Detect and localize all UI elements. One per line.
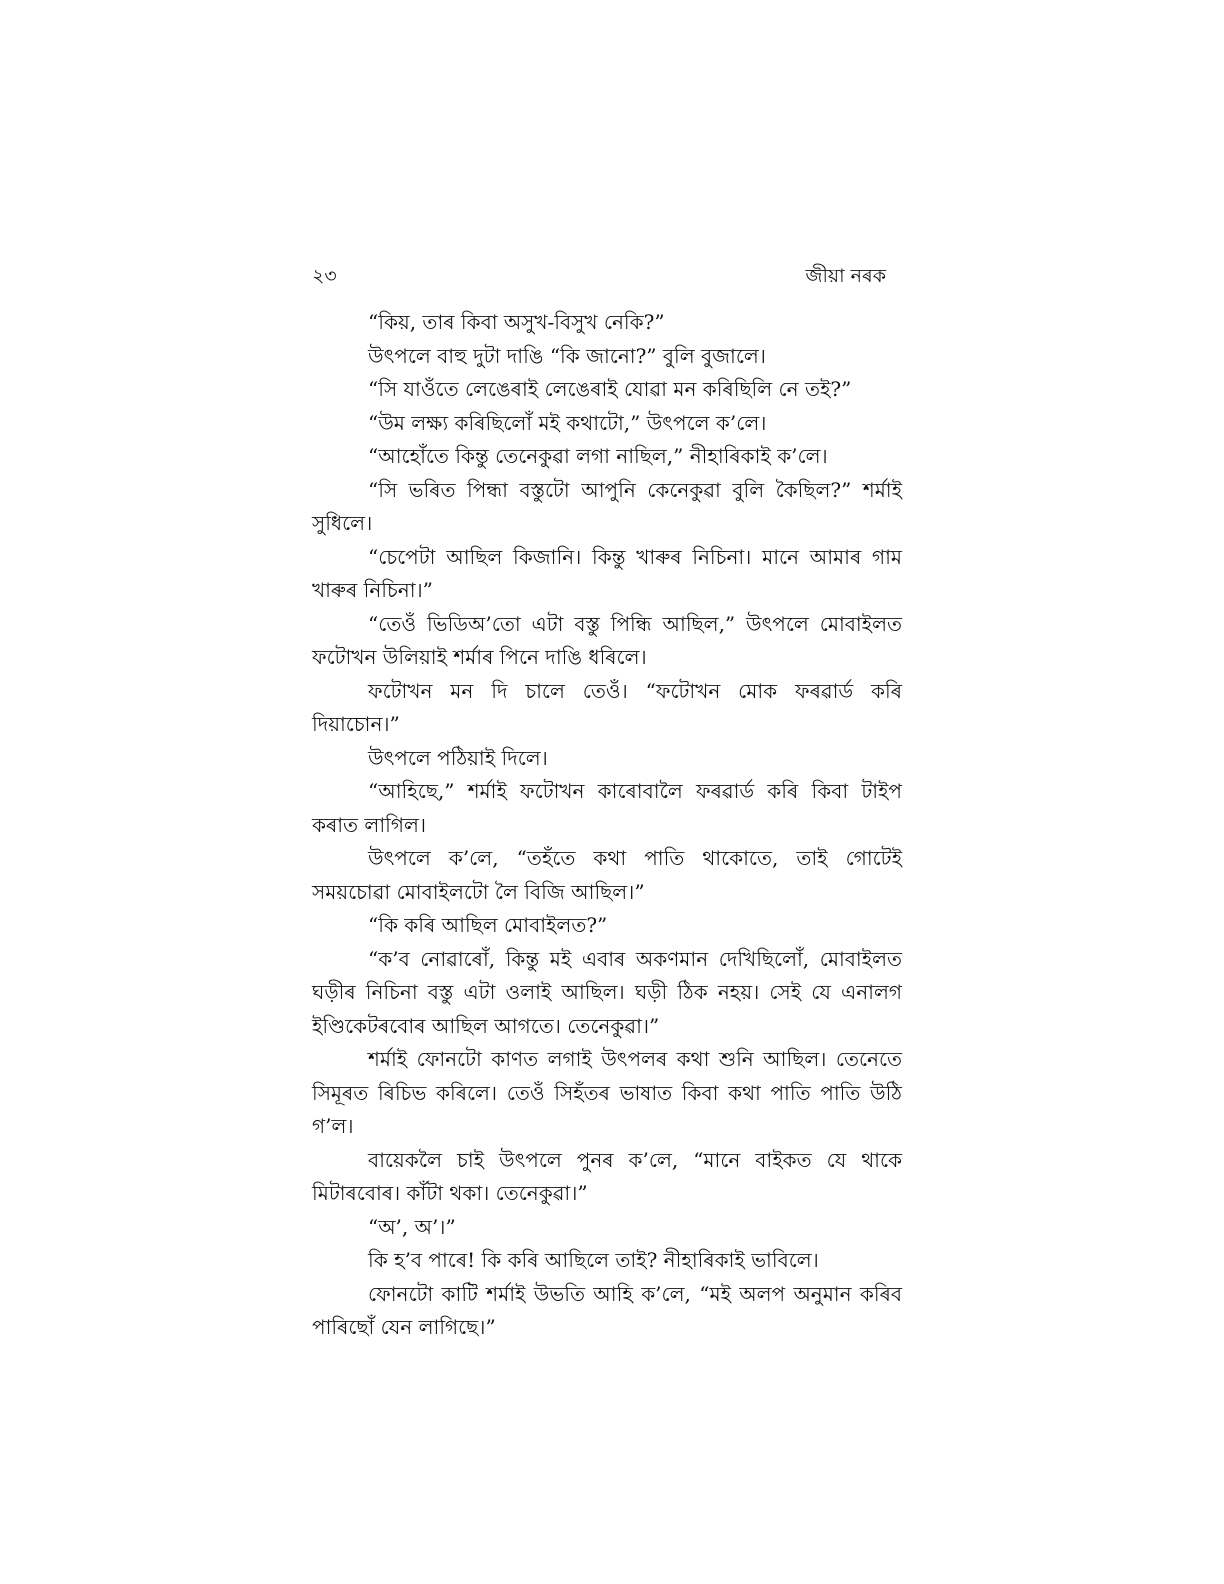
paragraph: উৎপলে ক’লে, “তহঁতে কথা পাতি থাকোতে, তাই গোটেই সময়চোৱা মোবাইলটো লৈ বিজি আছিল।” <box>312 846 902 904</box>
paragraph: “কিয়, তাৰ কিবা অসুখ-বিসুখ নেকি?” <box>368 310 665 334</box>
paragraph: “কি কৰি আছিল মোবাইলত?” <box>368 913 608 937</box>
paragraph: “তেওঁ ভিডিঅ’তো এটা বস্তু পিন্ধি আছিল,” উৎপলে মোবাইলত ফটোখন উলিয়াই শৰ্মাৰ পিনে দাঙি ধৰিলে। <box>312 611 902 669</box>
paragraph: “আহোঁতে কিন্তু তেনেকুৱা লগা নাছিল,” নীহাৰিকাই ক’লে। <box>368 444 828 468</box>
paragraph: বায়েকলৈ চাই উৎপলে পুনৰ ক’লে, “মানে বাইকত যে থাকে মিটাৰবোৰ। কাঁটা থকা। তেনেকুৱা।” <box>312 1147 902 1205</box>
paragraph: “উম লক্ষ্য কৰিছিলোঁ মই কথাটো,” উৎপলে ক’লে। <box>368 410 767 435</box>
page-number: ২৩ <box>312 265 337 287</box>
paragraph: ফোনটো কাটি শৰ্মাই উভতি আহি ক’লে, “মই অলপ অনুমান কৰিব পাৰিছোঁ যেন লাগিছে।” <box>312 1281 902 1339</box>
paragraph: উৎপলে পঠিয়াই দিলে। <box>368 745 548 770</box>
paragraph: “ক’ব নোৱাৰোঁ, কিন্তু মই এবাৰ অকণমান দেখিছিলোঁ, মোবাইলত ঘড়ীৰ নিচিনা বস্তু এটা ওলাই আছিল। ঘড়ী ঠিক নহয়। সেই যে এনালগ ইণ্ডিকেটৰবোৰ আছিল আগতে। তেনেকুৱা।” <box>312 946 902 1038</box>
running-title: জীয়া নৰক <box>805 265 886 287</box>
paragraph: কি হ’ব পাৰে! কি কৰি আছিলে তাই? নীহাৰিকাই ভাবিলে। <box>368 1248 819 1272</box>
paragraph: ফটোখন মন দি চালে তেওঁ। “ফটোখন মোক ফৰৱাৰ্ড কৰি দিয়াচোন।” <box>312 678 902 736</box>
body-text <box>312 306 902 1345</box>
paragraph: শৰ্মাই ফোনটো কাণত লগাই উৎপলৰ কথা শুনি আছিল। তেনেতে সিমূৰত ৰিচিভ কৰিলে। তেওঁ সিহঁতৰ ভাষাত কিবা কথা পাতি পাতি উঠি গ’ল। <box>312 1047 902 1138</box>
paragraph: “সি যাওঁতে লেঙেৰাই লেঙেৰাই যোৱা মন কৰিছিলি নে তই?” <box>368 377 852 401</box>
paragraph: “চেপেটা আছিল কিজানি। কিন্তু খাৰুৰ নিচিনা। মানে আমাৰ গাম খাৰুৰ নিচিনা।” <box>312 544 902 602</box>
page-header <box>312 262 900 292</box>
paragraph: “সি ভৰিত পিন্ধা বস্তুটো আপুনি কেনেকুৱা বুলি কৈছিল?” শৰ্মাই সুধিলে। <box>312 477 902 535</box>
paragraph: “অ’, অ’।” <box>368 1214 456 1239</box>
paragraph: উৎপলে বাহু দুটা দাঙি “কি জানো?” বুলি বুজালে। <box>368 343 766 368</box>
paragraph: “আহিছে,” শৰ্মাই ফটোখন কাৰোবালৈ ফৰৱাৰ্ড কৰি কিবা টাইপ কৰাত লাগিল। <box>312 779 902 837</box>
